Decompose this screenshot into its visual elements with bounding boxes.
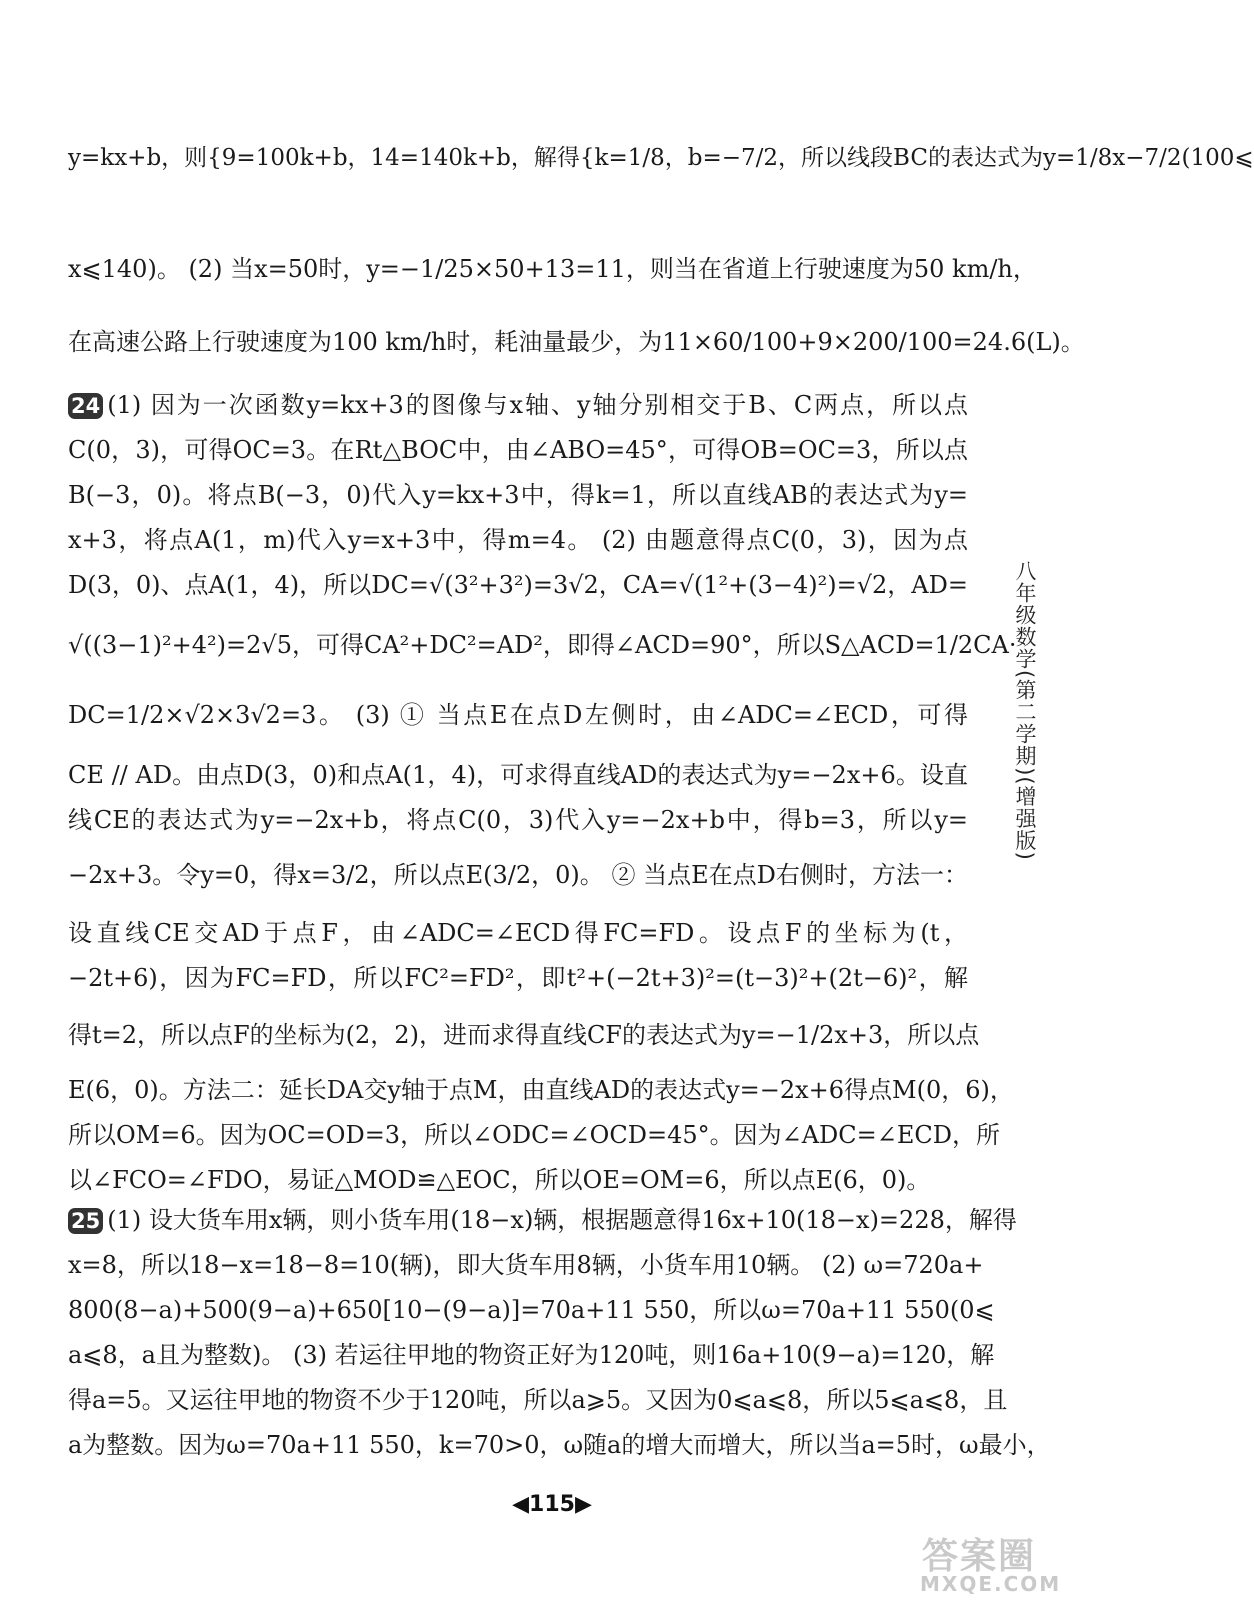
question-25-line-1: 25 (1) 设大货车用x辆，则小货车用(18−x)辆，根据题意得16x+10(18−x)=228，解得 xyxy=(68,1205,968,1235)
watermark-logo-text: 答案圈 xyxy=(922,1536,1037,1577)
question-24-line-1: 24 (1) 因为一次函数y=kx+3的图像与x轴、y轴分别相交于B、C两点，所以点 xyxy=(68,390,968,420)
question-number-badge: 25 xyxy=(68,1208,103,1234)
text-line-24: 得a=5。又运往甲地的物资不少于120吨，所以a⩾5。又因为0⩽a⩽8，所以5⩽a⩽8，且 xyxy=(68,1386,1008,1414)
text-line-22: 800(8−a)+500(9−a)+650[10−(9−a)]=70a+11 550，所以ω=70a+11 550(0⩽ xyxy=(68,1296,995,1324)
text-line-21: x=8，所以18−x=18−8=10(辆)，即大货车用8辆，小货车用10辆。 (2) ω=720a+ xyxy=(68,1251,984,1279)
text-line-15: −2t+6)，因为FC=FD，所以FC²=FD²，即t²+(−2t+3)²=(t−3)²+(2t−6)²，解 xyxy=(68,964,968,992)
text-line-23: a⩽8，a且为整数)。 (3) 若运往甲地的物资正好为120吨，则16a+10(9−a)=120，解 xyxy=(68,1341,995,1369)
text-line-3: 在高速公路上行驶速度为100 km/h时，耗油量最少，为11×60/100+9×200/100=24.6(L)。 xyxy=(68,328,1085,356)
watermark-url: MXQE.COM xyxy=(920,1572,1062,1596)
text-line-7: x+3，将点A(1，m)代入y=x+3中，得m=4。 (2) 由题意得点C(0，3)，因为点 xyxy=(68,526,968,554)
page-number: ◀115▶ xyxy=(512,1492,592,1517)
text-line-9: √((3−1)²+4²)=2√5，可得CA²+DC²=AD²，即得∠ACD=90°，所以S△ACD=1/2CA· xyxy=(68,631,1017,659)
text-line-19: 以∠FCO=∠FDO，易证△MOD≌△EOC，所以OE=OM=6，所以点E(6，0)。 xyxy=(68,1166,931,1194)
text-line-8: D(3，0)、点A(1，4)，所以DC=√(3²+3²)=3√2，CA=√(1²+(3−4)²)=√2，AD= xyxy=(68,571,968,599)
text-line-5: C(0，3)，可得OC=3。在Rt△BOC中，由∠ABO=45°，可得OB=OC=3，所以点 xyxy=(68,436,968,464)
watermark xyxy=(900,1528,1100,1598)
text-line-2: x⩽140)。 (2) 当x=50时，y=−1/25×50+13=11，则当在省道上行驶速度为50 km/h， xyxy=(68,255,1037,283)
text-line-13: −2x+3。令y=0，得x=3/2，所以点E(3/2，0)。 ② 当点E在点D右侧时，方法一： xyxy=(68,861,968,889)
side-book-title: 八年级数学(第二学期)(增强版) xyxy=(1013,560,1037,861)
question-number-badge: 24 xyxy=(68,393,103,419)
text-line-18: 所以OM=6。因为OC=OD=3，所以∠ODC=∠OCD=45°。因为∠ADC=∠ECD，所 xyxy=(68,1121,1001,1149)
text-line-1: y=kx+b，则{9=100k+b，14=140k+b，解得{k=1/8，b=−7/2，所以线段BC的表达式为y=1/8x−7/2(100⩽ xyxy=(68,145,1254,171)
text-line-17: E(6，0)。方法二：延长DA交y轴于点M，由直线AD的表达式y=−2x+6得点M(0，6)， xyxy=(68,1076,1014,1104)
text-line-10: DC=1/2×√2×3√2=3。 (3) ① 当点E在点D左侧时，由∠ADC=∠ECD，可得 xyxy=(68,701,968,729)
text-line-16: 得t=2，所以点F的坐标为(2，2)，进而求得直线CF的表达式为y=−1/2x+3，所以点 xyxy=(68,1021,980,1049)
text-line-12: 线CE的表达式为y=−2x+b，将点C(0，3)代入y=−2x+b中，得b=3，所以y= xyxy=(68,806,968,834)
text-line-25: a为整数。因为ω=70a+11 550，k=70>0，ω随a的增大而增大，所以当a=5时，ω最小， xyxy=(68,1431,1051,1459)
text-line-14: 设直线CE交AD于点F，由∠ADC=∠ECD得FC=FD。设点F的坐标为(t， xyxy=(68,919,968,947)
text-line-11: CE // AD。由点D(3，0)和点A(1，4)，可求得直线AD的表达式为y=−2x+6。设直 xyxy=(68,761,968,789)
text-line-6: B(−3，0)。将点B(−3，0)代入y=kx+3中，得k=1，所以直线AB的表达式为y= xyxy=(68,481,968,509)
